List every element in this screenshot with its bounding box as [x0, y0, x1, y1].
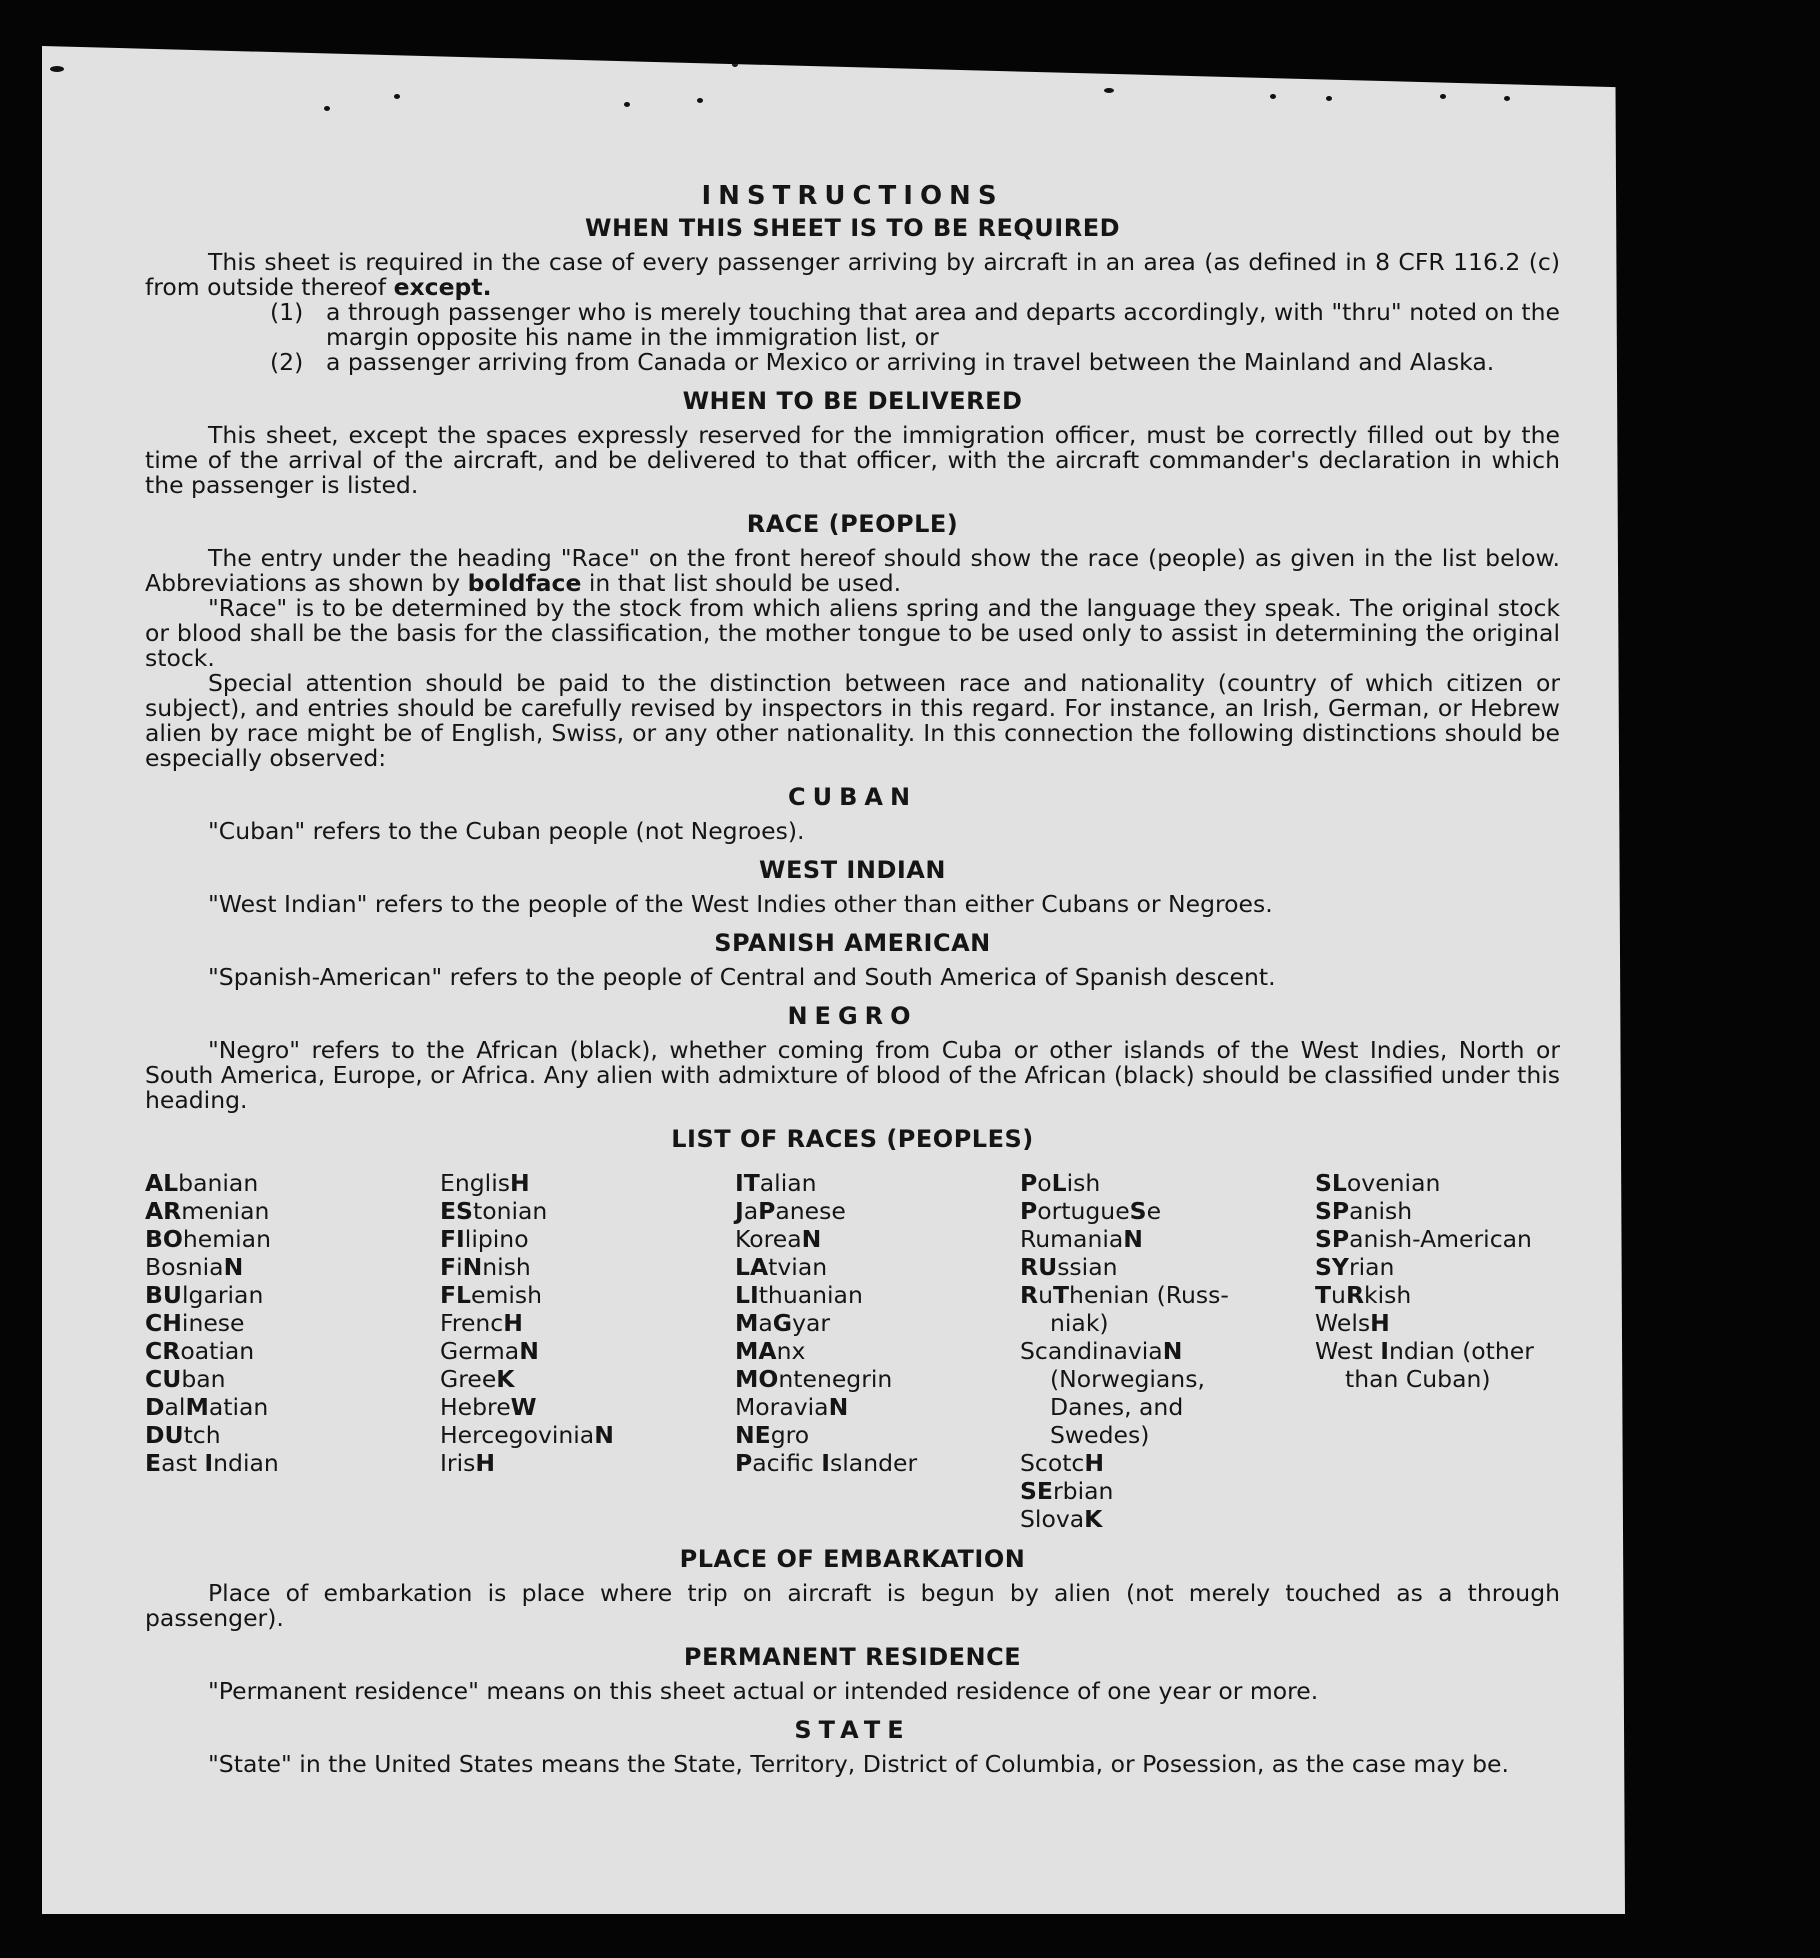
- race-paragraph-3: Special attention should be paid to the distinction between race and nationality (country of which citizen or subject), and entries should be carefully revised by inspectors in this regard. For instance, an Irish, German, or Hebrew alien by race might be of English, Swiss, or any other nationality. In this connection the following distinctions should be especially observed:: [145, 669, 1560, 772]
- race-item: FLemish: [440, 1281, 543, 1309]
- race-item: JaPanese: [735, 1197, 846, 1225]
- embarkation-heading: PLACE OF EMBARKATION: [679, 1545, 1026, 1573]
- race-item: NEgro: [735, 1421, 810, 1449]
- negro-text: "Negro" refers to the African (black), whether coming from Cuba or other islands of the West Indies, North or South America, Europe, or Africa. Any alien with admixture of blood of the African (black) should be classified under this heading.: [145, 1036, 1560, 1114]
- race-paragraph-1: The entry under the heading "Race" on the front hereof should show the race (people) as given in the list below. Abbreviations as shown by boldface in that list should be used.: [145, 544, 1560, 597]
- race-paragraph-2: "Race" is to be determined by the stock from which aliens spring and the language they speak. The original stock or blood shall be the basis for the classification, the mother tongue to be used only to assist in determining the original stock.: [145, 594, 1560, 672]
- instructions-title: INSTRUCTIONS: [701, 181, 1004, 211]
- race-item: CRoatian: [145, 1337, 255, 1365]
- race-item: FIlipino: [440, 1225, 529, 1253]
- spanish-american-text: "Spanish-American" refers to the people of Central and South America of Spanish descent.: [208, 963, 1276, 991]
- race-item: ALbanian: [145, 1169, 259, 1197]
- race-item: SYrian: [1315, 1253, 1395, 1281]
- race-item: BosniaN: [145, 1253, 244, 1281]
- race-item: FrencH: [440, 1309, 523, 1337]
- embarkation-text: Place of embarkation is place where trip on aircraft is begun by alien (not merely touched as a through passenger).: [145, 1579, 1560, 1632]
- race-item: GermaN: [440, 1337, 539, 1365]
- race-item: KoreaN: [735, 1225, 822, 1253]
- race-item: HebreW: [440, 1393, 537, 1421]
- instructions-content: [145, 180, 1560, 1777]
- race-item: MaGyar: [735, 1309, 831, 1337]
- when-delivered-text: This sheet, except the spaces expressly reserved for the immigration officer, must be correctly filled out by the time of the arrival of the aircraft, and be delivered to that officer, with the aircraft commander's declaration in which the passenger is listed.: [145, 421, 1560, 499]
- race-column: [1020, 1169, 1315, 1533]
- race-item: DalMatian: [145, 1393, 269, 1421]
- race-item-continuation: Swedes): [1050, 1421, 1150, 1449]
- enum-item: (1) a through passenger who is merely touching that area and departs accordingly, with "thru" noted on the margin opposite his name in the immigration list, or: [270, 298, 1560, 351]
- scan-speck: [1326, 96, 1332, 101]
- race-item-continuation: niak): [1050, 1309, 1109, 1337]
- state-text: "State" in the United States means the State, Territory, District of Columbia, or Posession, as the case may be.: [208, 1750, 1509, 1778]
- race-item: SLovenian: [1315, 1169, 1441, 1197]
- race-item: RumaniaN: [1020, 1225, 1143, 1253]
- scan-speck: [1270, 94, 1276, 99]
- race-item: MAnx: [735, 1337, 806, 1365]
- cuban-heading: CUBAN: [787, 783, 918, 811]
- scan-speck: [1440, 94, 1446, 99]
- race-item: PortugueSe: [1020, 1197, 1162, 1225]
- race-item: ScotcH: [1020, 1449, 1105, 1477]
- race-item: SPanish: [1315, 1197, 1413, 1225]
- race-column: [440, 1169, 735, 1533]
- residence-heading: PERMANENT RESIDENCE: [683, 1643, 1022, 1671]
- scan-speck: [1104, 88, 1114, 93]
- scan-speck: [624, 102, 630, 107]
- race-list: [145, 1169, 1560, 1533]
- race-item: EStonian: [440, 1197, 548, 1225]
- scan-speck: [697, 98, 703, 103]
- race-item: East Indian: [145, 1449, 279, 1477]
- race-item: SErbian: [1020, 1477, 1114, 1505]
- race-item: ScandinaviaN: [1020, 1337, 1183, 1365]
- scan-speck: [394, 94, 400, 99]
- race-item: BUlgarian: [145, 1281, 264, 1309]
- list-of-races-heading: LIST OF RACES (PEOPLES): [671, 1125, 1034, 1153]
- race-column: [145, 1169, 440, 1533]
- negro-heading: NEGRO: [787, 1002, 918, 1030]
- race-item: CHinese: [145, 1309, 245, 1337]
- race-item: ARmenian: [145, 1197, 270, 1225]
- race-item: BOhemian: [145, 1225, 271, 1253]
- west-indian-heading: WEST INDIAN: [759, 856, 946, 884]
- race-item: DUtch: [145, 1421, 221, 1449]
- race-item: HercegoviniaN: [440, 1421, 614, 1449]
- race-item: MOntenegrin: [735, 1365, 893, 1393]
- race-item: West Indian (other: [1315, 1337, 1534, 1365]
- race-item: SPanish-American: [1315, 1225, 1532, 1253]
- race-item: MoraviaN: [735, 1393, 849, 1421]
- west-indian-text: "West Indian" refers to the people of the West Indies other than either Cubans or Negroes.: [208, 890, 1273, 918]
- race-item: LIthuanian: [735, 1281, 863, 1309]
- race-item: GreeK: [440, 1365, 515, 1393]
- race-item: WelsH: [1315, 1309, 1390, 1337]
- race-item: CUban: [145, 1365, 226, 1393]
- race-item: SlovaK: [1020, 1505, 1103, 1533]
- when-required-text: This sheet is required in the case of every passenger arriving by aircraft in an area (as defined in 8 CFR 116.2 (c) from outside thereof except.: [145, 248, 1560, 301]
- residence-text: "Permanent residence" means on this sheet actual or intended residence of one year or more.: [208, 1677, 1319, 1705]
- race-item-continuation: Danes, and: [1050, 1393, 1184, 1421]
- when-delivered-heading: WHEN TO BE DELIVERED: [682, 387, 1023, 415]
- race-item-continuation: than Cuban): [1345, 1365, 1491, 1393]
- race-column: [1315, 1169, 1555, 1533]
- cuban-text: "Cuban" refers to the Cuban people (not Negroes).: [208, 817, 805, 845]
- scan-speck: [1504, 96, 1510, 101]
- race-item: Pacific Islander: [735, 1449, 918, 1477]
- race-column: [735, 1169, 1020, 1533]
- race-item: RuThenian (Russ-: [1020, 1281, 1229, 1309]
- race-item: LAtvian: [735, 1253, 828, 1281]
- scan-speck: [732, 62, 738, 67]
- race-item: PoLish: [1020, 1169, 1101, 1197]
- state-heading: STATE: [794, 1716, 911, 1744]
- race-item-continuation: (Norwegians,: [1050, 1365, 1205, 1393]
- spanish-american-heading: SPANISH AMERICAN: [714, 929, 991, 957]
- scan-speck: [50, 66, 64, 72]
- race-item: IrisH: [440, 1449, 496, 1477]
- race-item: FiNnish: [440, 1253, 531, 1281]
- when-required-heading: WHEN THIS SHEET IS TO BE REQUIRED: [584, 214, 1121, 242]
- race-item: TuRkish: [1315, 1281, 1412, 1309]
- scan-speck: [324, 106, 330, 111]
- race-item: ITalian: [735, 1169, 817, 1197]
- race-heading: RACE (PEOPLE): [746, 510, 959, 538]
- race-item: RUssian: [1020, 1253, 1118, 1281]
- race-item: EnglisH: [440, 1169, 530, 1197]
- enum-item: (2) a passenger arriving from Canada or Mexico or arriving in travel between the Mainland and Alaska.: [270, 348, 1495, 376]
